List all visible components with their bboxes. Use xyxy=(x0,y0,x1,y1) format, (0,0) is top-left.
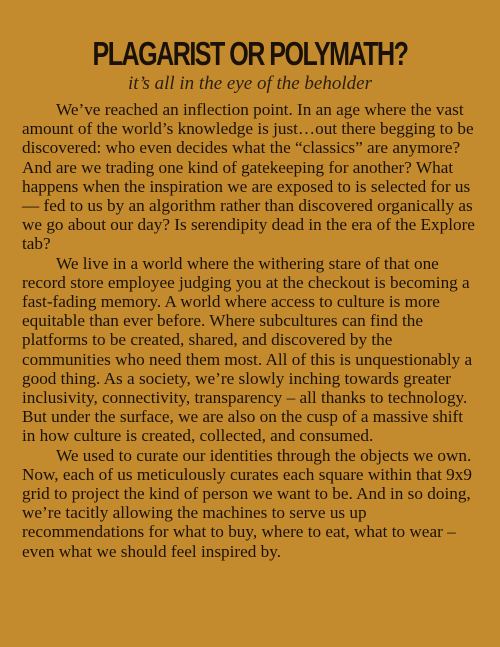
article-subtitle: it’s all in the eye of the beholder xyxy=(128,73,372,94)
article-title: PLAGARIST OR POLYMATH? xyxy=(92,35,408,72)
article-body xyxy=(22,100,478,561)
paragraph-2: We live in a world where the withering stare of that one record store employee judging you at the checkout is becoming a fast-fading memory. A world where access to culture is more equitable than ever before. Where subcultures can find the platforms to be created, shared, and discovered by the communities who need them most. All of this is unquestionably a good thing. As a society, we’re slowly inching towards greater inclusivity, connectivity, transparency – all thanks to technology. But under the surface, we are also on the cusp of a massive shift in how culture is created, collected, and consumed. xyxy=(22,253,473,446)
paragraph-1: We’ve reached an inflection point. In an age where the vast amount of the world’s knowledge is just…out there begging to be discovered: who even decides what the “classics” are anymore? And are we trading one kind of gatekeeping for another? What happens when the inspiration we are exposed to is selected for us — fed to us by an algorithm rather than discovered organically as we go about our day? Is serendipity dead in the era of the Explore tab? xyxy=(22,100,475,254)
paragraph-3: We used to curate our identities through the objects we own. Now, each of us meticulously curates each square within that 9x9 grid to project the kind of person we want to be. And in so doing, we’re tacitly allowing the machines to serve us up recommendations for what to buy, where to eat, what to wear – even what we should feel inspired by. xyxy=(22,445,472,561)
